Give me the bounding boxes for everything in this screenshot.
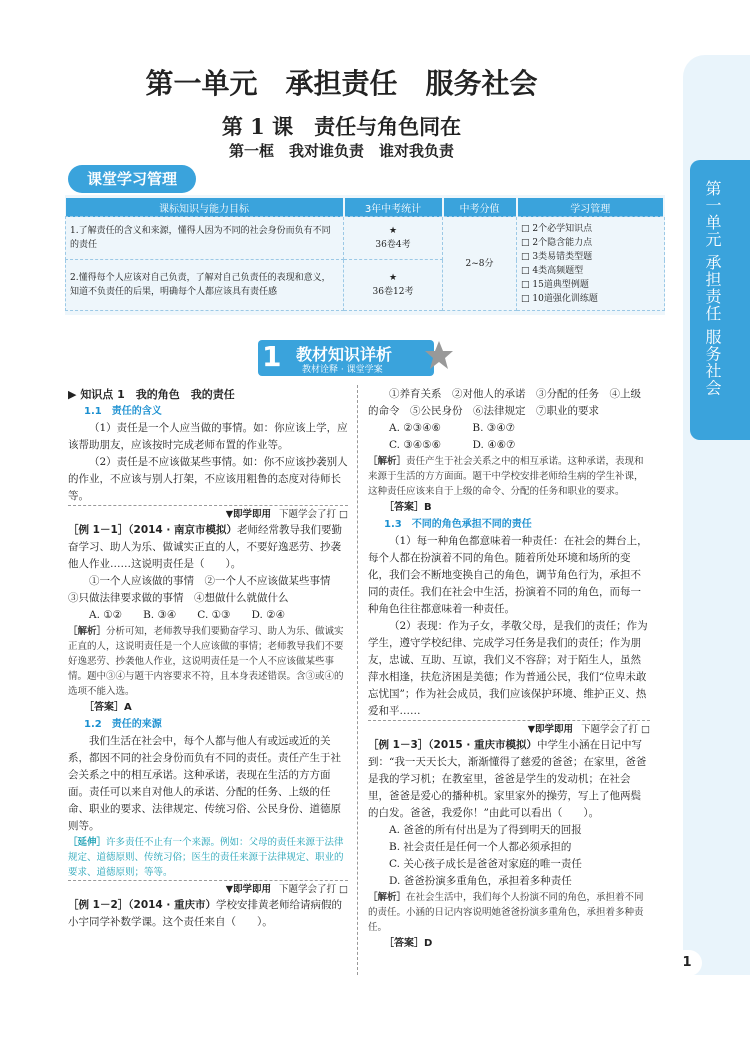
star-icon <box>424 340 454 370</box>
checklist-item[interactable]: □ 3类易错类型题 <box>521 251 593 262</box>
section-number: 1 <box>262 340 282 373</box>
table-header: 3年中考统计 <box>344 198 443 217</box>
study-management-badge: 课堂学习管理 <box>68 165 196 193</box>
practice-hint[interactable]: 下题学会了打 □ <box>279 509 348 520</box>
practice-hint[interactable]: 下题学会了打 □ <box>581 724 650 735</box>
section-subtitle: 教材诠释 · 课堂学案 <box>302 365 383 375</box>
practice-bar <box>68 880 348 897</box>
answer: ［答案］B <box>384 502 432 513</box>
practice-bar <box>68 505 348 522</box>
stat-cell <box>344 217 443 260</box>
answer: ［答案］D <box>384 938 433 949</box>
example-choices: A. ②③④⑥ B. ③④⑦ <box>389 422 516 434</box>
unit-title: 第一单元 承担责任 服务社会 <box>145 67 538 100</box>
example-options: ①一个人应该做的事情 ②一个人不应该做某些事情 ③只做法律要求做的事情 ④想做什么就做什么 <box>68 575 341 604</box>
lesson-title: 第 1 课 责任与角色同在 <box>221 114 462 139</box>
example-choices: A. ①② B. ③④ C. ①③ D. ②④ <box>89 609 286 621</box>
analysis-label: ［解析］ <box>368 456 407 467</box>
example-options: ①养育关系 ②对他人的承诺 ③分配的任务 ④上级的命令 ⑤公民身份 ⑥法律规定 ⑦职业的要求 <box>368 388 641 417</box>
checklist-item[interactable]: □ 10道强化训练题 <box>521 293 598 304</box>
stat-text: 36卷4考 <box>375 240 411 250</box>
paragraph: （2）表现：作为子女，孝敬父母，是我们的责任；作为学生，遵守学校纪律、完成学习任务是我们的责任；作为朋友，忠诚、互助、互谅，我们义不容辞；对于陌生人，虽然萍水相逢，扶危济困是美德；作为普通公民，我们“位卑未敢忘忧国”；作为社会成员，我们应该保护环境、维护正义、热爱和平…… <box>368 620 648 717</box>
play-icon: ▶ <box>68 388 77 401</box>
example-label: ［例 1－1］（2014 · 南京市模拟） <box>68 524 238 536</box>
checklist-item[interactable]: □ 15道典型例题 <box>521 279 589 290</box>
side-tab-text: 第一单元 承担责任 服务社会 <box>703 180 722 397</box>
left-column <box>68 386 348 931</box>
table-header: 中考分值 <box>443 198 517 217</box>
paragraph: 我们生活在社会中，每个人都与他人有或远或近的关系，都因不同的社会身份而负有不同的责任。责任产生于社会关系之中的相互承诺。这种承诺，表现在生活的方方面面。责任可以来自对他人的承诺、分配的任务、上级的任命、职业的要求、法律规定、传统习俗、公民身份、道德原则等。 <box>68 735 341 832</box>
extension-text: 许多责任不止有一个来源。例如：父母的责任来源于法律规定、道德原则、传统习俗；医生的责任来源于法律规定、职业的要求、道德原则；等等。 <box>68 837 344 878</box>
star-icon: ★ <box>388 226 398 236</box>
checklist-cell <box>517 217 665 311</box>
option-d: D. 爸爸扮演多重角色，承担着多种责任 <box>389 875 572 887</box>
practice-bar <box>368 720 650 737</box>
checklist-item[interactable]: □ 2个必学知识点 <box>521 223 593 234</box>
example-label: ［例 1－2］（2014 · 重庆市） <box>68 899 217 911</box>
practice-hint[interactable]: 下题学会了打 □ <box>279 884 348 895</box>
practice-label: ▼即学即用 <box>225 509 271 520</box>
example-choices: C. ③④⑤⑥ D. ④⑥⑦ <box>389 439 516 451</box>
practice-label: ▼即学即用 <box>527 724 573 735</box>
goal-cell: 1.了解责任的含义和来源，懂得人因为不同的社会身份而负有不同的责任 <box>66 217 344 260</box>
analysis-text: 责任产生于社会关系之中的相互承诺。这种承诺，表现和来源于生活的方方面面。题干中学校安排老师给生病的学生补课，这种责任应该来自于上级的命令、分配的任务和职业的要求。 <box>368 456 644 497</box>
example-label: ［例 1－3］（2015 · 重庆市模拟） <box>368 739 538 751</box>
section-title: 教材知识详析 <box>296 345 393 364</box>
analysis-label: ［解析］ <box>368 892 407 903</box>
paragraph: （1）责任是一个人应当做的事情。如：你应该上学，应该帮助朋友，应该按时完成老师布置的作业等。 <box>68 422 348 451</box>
option-b: B. 社会责任是任何一个人都必须承担的 <box>389 841 572 853</box>
option-c: C. 关心孩子成长是爸爸对家庭的唯一责任 <box>389 858 582 870</box>
option-a: A. 爸爸的所有付出是为了得到明天的回报 <box>389 824 582 836</box>
checklist-item[interactable]: □ 4类高频题型 <box>521 265 584 276</box>
table-header: 学习管理 <box>517 198 665 217</box>
goal-cell: 2.懂得每个人应该对自己负责，了解对自己负责任的表现和意义，知道不负责任的后果，明确每个人都应该具有责任感 <box>66 260 344 311</box>
extension-label: ［延伸］ <box>68 837 107 848</box>
column-divider <box>357 385 358 975</box>
table-header: 课标知识与能力目标 <box>66 198 344 217</box>
paragraph: （1）每一种角色都意味着一种责任：在社会的舞台上，每个人都在扮演着不同的角色。随着所处环境和场所的变化，我们会不断地变换自己的角色，调节角色行为，承担不同的责任。我们在社会中生活，扮演着不同的角色，而每一种角色往往都意味着一种责任。 <box>368 535 648 615</box>
star-icon: ★ <box>388 273 398 283</box>
score-cell: 2~8分 <box>443 217 517 311</box>
subsection-1-1: 1.1 责任的含义 <box>84 406 162 417</box>
paragraph: （2）责任是不应该做某些事情。如：你不应该抄袭别人的作业，不应该与别人打架，不应该用粗鲁的态度对待师长等。 <box>68 456 348 502</box>
page-number: 1 <box>672 950 702 976</box>
example-text: 学校安排黄老师给请病假的小宇同学补数学课。这个责任来自（ ）。 <box>68 899 343 928</box>
analysis-label: ［解析］ <box>68 626 107 637</box>
practice-label: ▼即学即用 <box>225 884 271 895</box>
right-column <box>368 386 650 952</box>
frame-title: 第一框 我对谁负责 谁对我负责 <box>228 142 454 160</box>
knowledge-point-title: ▶ 知识点 1 我的角色 我的责任 <box>68 388 235 401</box>
example-text: 中学生小涵在日记中写到：“我一天天长大，渐渐懂得了慈爱的爸爸；在家里，爸爸是我的学习机；在教室里，爸爸是学生的发动机；在社会里，爸爸是爱心的播种机。家里家外的操劳，写上了他两鬓的白发。爸爸，我爱你！”由此可以看出（ ）。 <box>368 739 647 819</box>
stat-cell <box>344 260 443 311</box>
analysis-text: 分析可知，老师教导我们要勤奋学习、助人为乐、做诚实正直的人，这说明责任是一个人应该做的事情；老师教导我们不要好逸恶劳、抄袭他人作业，这说明责任是一个人不应该做某些事情。题中③④与题干内容要求不符，且本身表述错误。含③或④的选项不能入选。 <box>68 626 344 697</box>
example-text: 老师经常教导我们要勤奋学习、助人为乐、做诚实正直的人，不要好逸恶劳、抄袭他人作业……这说明责任是（ ）。 <box>68 524 343 570</box>
goals-table <box>65 198 665 311</box>
analysis-text: 在社会生活中，我们每个人扮演不同的角色，承担着不同的责任。小涵的日记内容说明她爸爸扮演多重角色，承担着多种责任。 <box>368 892 644 933</box>
subsection-1-2: 1.2 责任的来源 <box>84 719 162 730</box>
subsection-1-3: 1.3 不同的角色承担不同的责任 <box>384 519 532 530</box>
stat-text: 36卷12考 <box>372 287 414 297</box>
answer: ［答案］A <box>84 702 132 713</box>
checklist-item[interactable]: □ 2个隐含能力点 <box>521 237 593 248</box>
